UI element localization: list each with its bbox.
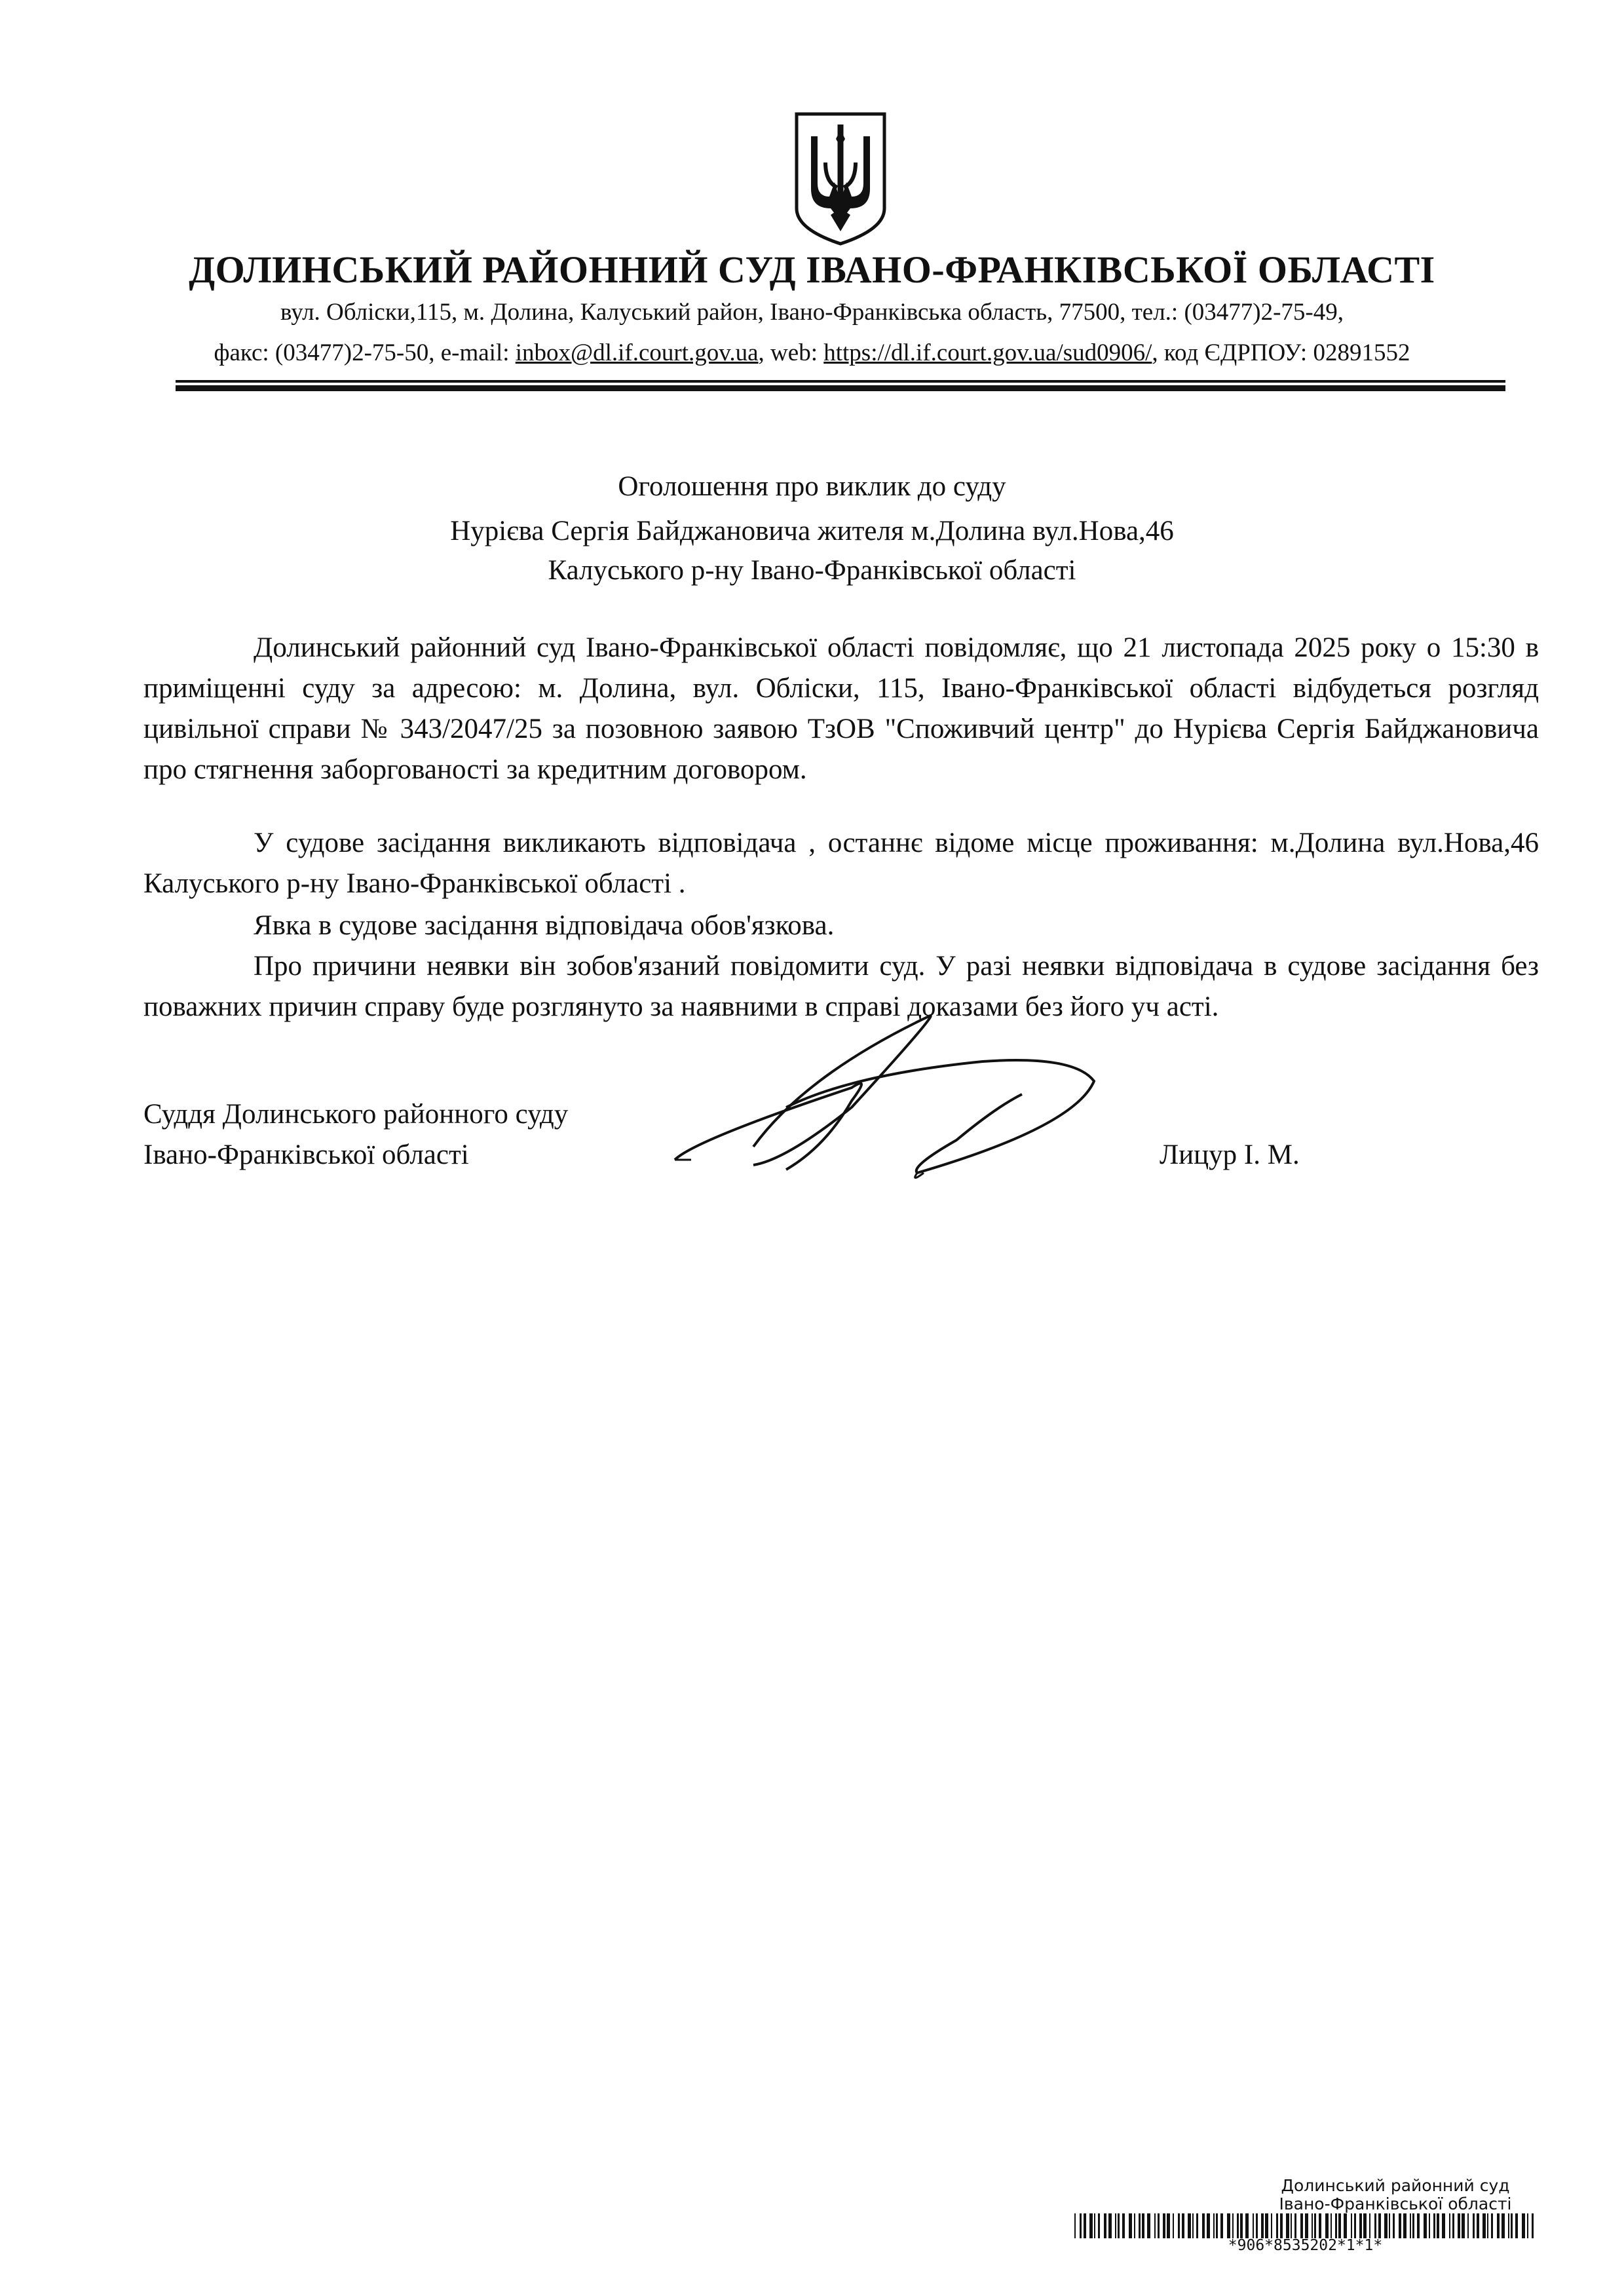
barcode-bar <box>1213 2213 1215 2238</box>
barcode-bar <box>1335 2213 1337 2238</box>
barcode-bar <box>1227 2213 1230 2238</box>
website-link[interactable]: https://dl.if.court.gov.ua/sud0906/ <box>823 339 1152 366</box>
barcode-bar <box>1403 2213 1407 2238</box>
judge-name: Лицур І. М. <box>1160 1139 1300 1170</box>
barcode-bar <box>1369 2213 1370 2238</box>
barcode-bar <box>1532 2213 1534 2238</box>
barcode-bar <box>1134 2213 1135 2238</box>
barcode-bar <box>1220 2213 1223 2238</box>
barcode-bar <box>1115 2213 1116 2238</box>
barcode-bar <box>1338 2213 1341 2238</box>
barcode-bar <box>1473 2213 1475 2238</box>
barcode-bar <box>1410 2213 1411 2238</box>
court-address: вул. Обліски,115, м. Долина, Калуський район, Івано-Франківська область, 77500, тел.: (03477)2-75-49, <box>280 299 1344 326</box>
barcode-bar <box>1452 2213 1454 2238</box>
barcode-bar <box>1147 2213 1150 2238</box>
barcode-bar <box>1084 2213 1086 2238</box>
barcode-bar <box>1458 2213 1460 2238</box>
barcode-bar <box>1477 2213 1479 2238</box>
barcode-bar <box>1393 2213 1395 2238</box>
barcode-bar <box>1344 2213 1347 2238</box>
judge-title-line2: Івано-Франківської області <box>143 1139 469 1170</box>
header-divider-thin <box>176 380 1505 383</box>
barcode-bar <box>1256 2213 1258 2238</box>
barcode-bar <box>1417 2213 1420 2238</box>
barcode-bar <box>1182 2213 1184 2238</box>
barcode-bar <box>1188 2213 1191 2238</box>
barcode-bar <box>1173 2213 1174 2238</box>
edrpou-code: , код ЄДРПОУ: 02891552 <box>1152 339 1410 366</box>
barcode-bar <box>1108 2213 1112 2238</box>
barcode-bar <box>1074 2213 1076 2238</box>
barcode-bar <box>1207 2213 1210 2238</box>
barcode-bar <box>1098 2213 1100 2238</box>
barcode-bar <box>1433 2213 1435 2238</box>
barcode-bar <box>1163 2213 1165 2238</box>
barcode-bar <box>1314 2213 1316 2238</box>
barcode-bar <box>1271 2213 1272 2238</box>
barcode-bar <box>1437 2213 1439 2238</box>
barcode-bar <box>1359 2213 1362 2238</box>
barcode-bar <box>1216 2213 1218 2238</box>
paragraph-defendant-summons: У судове засідання викликають відповідача , останнє відоме місце проживання: м.Долина вул.Нова,46 Калуського р-ну Івано-Франківської області . <box>143 828 1539 899</box>
barcode-bar <box>1286 2213 1289 2238</box>
email-link[interactable]: inbox@dl.if.court.gov.ua <box>515 339 759 366</box>
barcode-bar <box>1196 2213 1198 2238</box>
barcode-bar <box>1192 2213 1194 2238</box>
barcode-bar <box>1429 2213 1430 2238</box>
barcode-bar <box>1467 2213 1469 2238</box>
barcode-bar <box>1482 2213 1486 2238</box>
barcode-bar <box>1487 2213 1488 2238</box>
court-contacts <box>0 339 1624 367</box>
barcode-bar <box>1261 2213 1264 2238</box>
barcode-bar <box>1312 2213 1313 2238</box>
announcement-person: Нурієва Сергія Байджановича жителя м.Долина вул.Нова,46 <box>450 516 1174 546</box>
barcode-bar <box>1142 2213 1144 2238</box>
barcode-bar <box>1442 2213 1445 2238</box>
barcode-bar <box>1319 2213 1321 2238</box>
barcode-bar <box>1291 2213 1292 2238</box>
barcode-bar <box>1354 2213 1356 2238</box>
barcode-bar <box>1424 2213 1427 2238</box>
barcode-bar <box>1154 2213 1156 2238</box>
barcode-bar <box>1325 2213 1329 2238</box>
announcement-title: Оголошення про виклик до суду <box>618 471 1006 502</box>
registration-stamp <box>1218 2177 1572 2213</box>
barcode-bar <box>1449 2213 1450 2238</box>
paragraph-attendance-mandatory: Явка в судове засідання відповідача обов'язкова. <box>254 910 835 941</box>
barcode-bar <box>1237 2213 1239 2238</box>
barcode-bar <box>1118 2213 1120 2238</box>
barcode-bar <box>1497 2213 1500 2238</box>
barcode-bar <box>1104 2213 1106 2238</box>
barcode-bar <box>1351 2213 1352 2238</box>
fax-prefix: факс: (03477)2-75-50, e-mail: <box>214 339 516 366</box>
paragraph-hearing-notice: Долинський районний суд Івано-Франківської області повідомляє, що 21 листопада 2025 року о 15:30 в приміщенні суду за адресою: м. Долина, вул. Обліски, 115, Івано-Франківської області відбудеться розгляд цивільної справи № 343/2047/25 за позовною заявою ТзОВ "Споживчий центр" до Нурієва Сергія Байджановича про стягнення заборгованості за кредитним договором. <box>143 632 1539 785</box>
judge-signature <box>655 996 1101 1193</box>
web-prefix: , web: <box>758 339 824 366</box>
barcode-bar <box>1399 2213 1401 2238</box>
barcode-bar <box>1527 2213 1528 2238</box>
barcode-bar <box>1158 2213 1160 2238</box>
barcode-bar <box>1280 2213 1283 2238</box>
barcode-bar <box>1276 2213 1278 2238</box>
barcode-bar <box>1265 2213 1268 2238</box>
barcode-bar <box>1389 2213 1390 2238</box>
barcode-bar <box>1129 2213 1132 2238</box>
barcode-bar <box>1491 2213 1493 2238</box>
barcode-bar <box>1501 2213 1505 2238</box>
barcode <box>1074 2213 1536 2238</box>
barcode-bar <box>1232 2213 1234 2238</box>
barcode-bar <box>1139 2213 1141 2238</box>
announcement-region: Калуського р-ну Івано-Франківської області <box>548 555 1076 586</box>
barcode-bar <box>1253 2213 1254 2238</box>
barcode-bar <box>1122 2213 1125 2238</box>
barcode-bar <box>1094 2213 1095 2238</box>
barcode-bar <box>1384 2213 1388 2238</box>
barcode-bar <box>1178 2213 1180 2238</box>
barcode-bar <box>1515 2213 1518 2238</box>
barcode-bar <box>1305 2213 1308 2238</box>
paragraph-absence-consequences: Про причини неявки він зобов'язаний повідомити суд. У разі неявки відповідача в судове засідання без поважних причин справу буде розглянуто за наявними в справі доказами без його уч асті. <box>143 951 1539 1022</box>
coat-of-arms-trident-icon <box>791 110 890 248</box>
stamp-court-region: Івано-Франківської області <box>1279 2194 1512 2213</box>
judge-title-line1: Суддя Долинського районного суду <box>143 1099 569 1130</box>
barcode-bar <box>1245 2213 1249 2238</box>
barcode-bar <box>1363 2213 1367 2238</box>
barcode-bar <box>1374 2213 1376 2238</box>
barcode-bar <box>1522 2213 1525 2238</box>
barcode-bar <box>1412 2213 1414 2238</box>
barcode-bar <box>1202 2213 1205 2238</box>
barcode-bar <box>1240 2213 1243 2238</box>
barcode-bar <box>1294 2213 1296 2238</box>
barcode-id: *906*8535202*1*1* <box>1228 2237 1383 2254</box>
barcode-bar <box>1167 2213 1170 2238</box>
barcode-bar <box>1462 2213 1465 2238</box>
barcode-bar <box>1508 2213 1509 2238</box>
barcode-bar <box>1378 2213 1381 2238</box>
court-title: ДОЛИНСЬКИЙ РАЙОННИЙ СУД ІВАНО-ФРАНКІВСЬКОЇ ОБЛАСТІ <box>189 248 1435 291</box>
barcode-bar <box>1511 2213 1513 2238</box>
barcode-bar <box>1089 2213 1093 2238</box>
barcode-bar <box>1300 2213 1303 2238</box>
barcode-bar <box>1080 2213 1082 2238</box>
stamp-court-name: Долинський районний суд <box>1281 2176 1510 2195</box>
header-divider-thick <box>176 385 1505 391</box>
barcode-bar <box>1331 2213 1332 2238</box>
